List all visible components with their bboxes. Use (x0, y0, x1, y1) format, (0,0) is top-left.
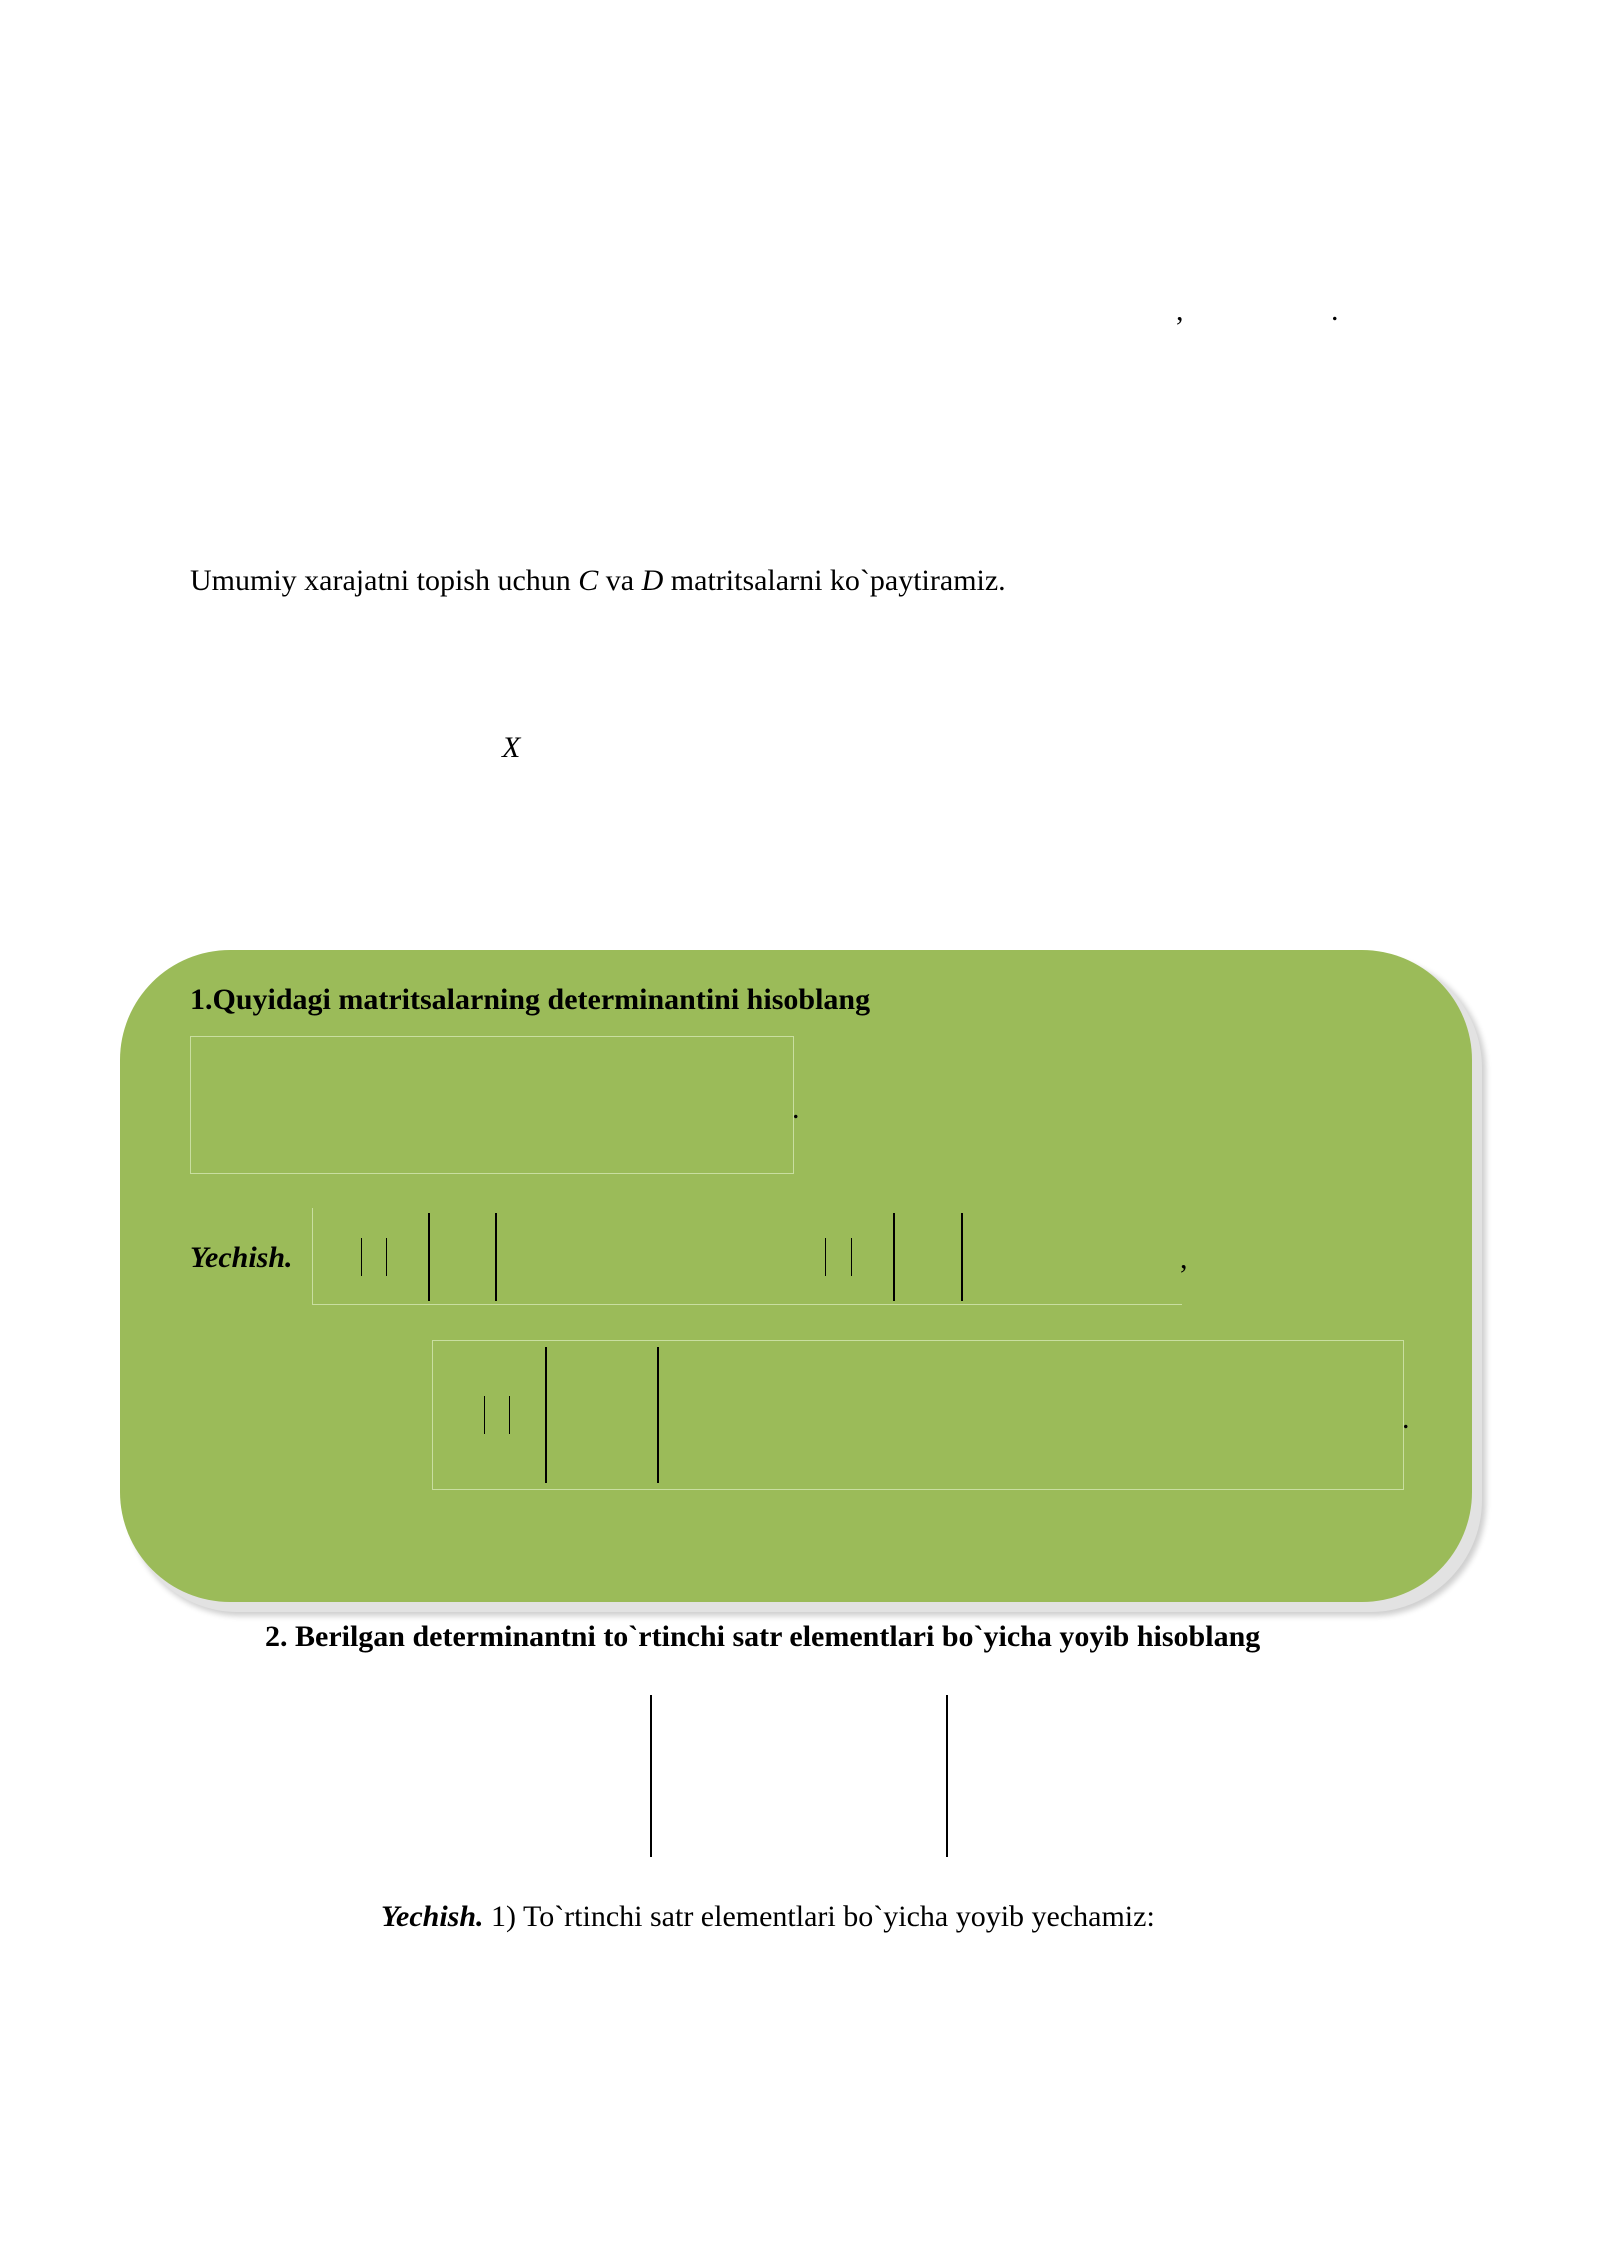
determinant-left-bar (650, 1695, 652, 1857)
det-bar (386, 1238, 387, 1276)
top-period: . (1331, 294, 1339, 327)
task2-title: 2. Berilgan determinantni to`rtinchi satr elementlari bo`yicha yoyib hisoblang (265, 1620, 1261, 1653)
intro-paragraph (190, 566, 1006, 596)
matrix-placeholder-box (190, 1036, 794, 1174)
solution-row2-period: . (1402, 1402, 1410, 1435)
det-bar (893, 1213, 895, 1301)
solution2-label: Yechish. (381, 1900, 484, 1933)
matrix-d-symbol: D (641, 564, 664, 597)
task1-title: 1.Quyidagi matritsalarning determinantini hisoblang (190, 983, 871, 1016)
solution-row1-comma: , (1180, 1242, 1188, 1275)
det-bar (484, 1396, 485, 1434)
x-symbol: X (502, 731, 521, 764)
matrix-box-period: . (792, 1092, 800, 1125)
det-bar (545, 1347, 547, 1483)
det-bar (825, 1238, 826, 1276)
solution-row1-left-edge (312, 1208, 313, 1304)
determinant-right-bar (946, 1695, 948, 1857)
solution-row2-box (432, 1340, 1404, 1490)
matrix-c-symbol: C (578, 564, 599, 597)
det-bar (428, 1213, 430, 1301)
task1-solution-label: Yechish. (190, 1241, 293, 1274)
det-bar (657, 1347, 659, 1483)
det-bar (361, 1238, 362, 1276)
intro-prefix: Umumiy xarajatni topish uchun (190, 564, 579, 597)
top-comma: , (1176, 294, 1184, 327)
intro-suffix: matritsalarni ko`paytiramiz. (663, 564, 1006, 597)
solution2-text: 1) To`rtinchi satr elementlari bo`yicha yoyib yechamiz: (483, 1900, 1155, 1933)
intro-middle: va (598, 564, 642, 597)
det-bar (961, 1213, 963, 1301)
det-bar (851, 1238, 852, 1276)
det-bar (495, 1213, 497, 1301)
det-bar (509, 1396, 510, 1434)
solution-row1-baseline (312, 1304, 1182, 1305)
solution2-paragraph (381, 1902, 1155, 1932)
